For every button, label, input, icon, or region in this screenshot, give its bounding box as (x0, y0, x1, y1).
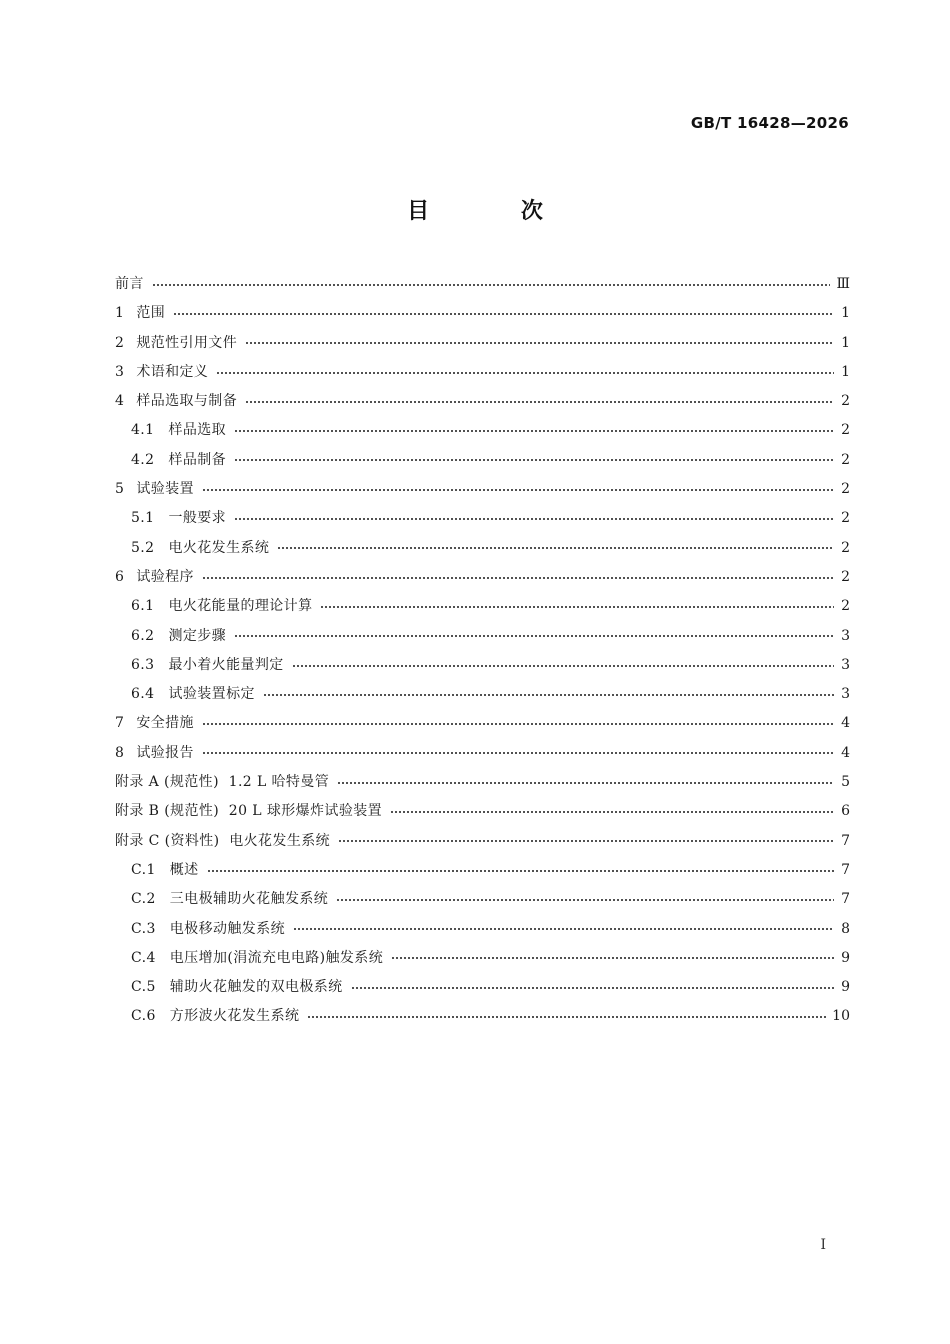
toc-entry-label (131, 856, 199, 885)
toc-leader-dots (390, 807, 834, 817)
toc-entry[interactable] (115, 299, 850, 328)
toc-leader-dots (202, 485, 834, 495)
toc-entry-number: C.6 (131, 1008, 156, 1025)
toc-entry-text: 最小着火能量判定 (168, 656, 284, 673)
toc-entry[interactable] (115, 944, 850, 973)
toc-leader-dots (152, 280, 831, 290)
toc-entry-text: 安全措施 (136, 715, 194, 732)
toc-entry-text: 试验程序 (136, 568, 194, 585)
toc-entry-page: 9 (841, 949, 850, 966)
toc-entry-page: 3 (841, 627, 850, 644)
toc-entry-label (131, 592, 312, 621)
toc-entry-text: 规范性引用文件 (136, 334, 238, 351)
toc-leader-dots (216, 368, 834, 378)
toc-entry-page: 2 (841, 568, 850, 585)
toc-leader-dots (245, 338, 834, 348)
toc-entry[interactable] (115, 387, 850, 416)
toc-entry-page: 3 (841, 686, 850, 703)
toc-entry[interactable] (115, 651, 850, 680)
toc-entry-text: 样品选取与制备 (136, 393, 238, 410)
toc-leader-dots (234, 514, 834, 524)
toc-entry-label (131, 973, 343, 1002)
toc-entry[interactable] (115, 270, 850, 299)
toc-entry-label (131, 416, 226, 445)
toc-entry-number: 5 (115, 481, 125, 498)
toc-entry-number: 6 (115, 568, 125, 585)
toc-entry-page: 1 (841, 334, 850, 351)
toc-leader-dots (293, 924, 834, 934)
toc-entry-number: 4.2 (131, 451, 155, 468)
toc-entry-text: 样品制备 (168, 451, 227, 468)
toc-entry[interactable] (115, 416, 850, 445)
toc-entry-number: 5.1 (131, 510, 155, 527)
toc-entry-label (131, 651, 284, 680)
toc-entry[interactable] (115, 915, 850, 944)
toc-leader-dots (277, 543, 834, 553)
toc-entry[interactable] (115, 563, 850, 592)
toc-entry-page: 7 (841, 891, 850, 908)
toc-entry[interactable] (115, 475, 850, 504)
toc-leader-dots (207, 866, 834, 876)
toc-entry-label (115, 329, 237, 358)
toc-entry-label (115, 563, 194, 592)
toc-entry[interactable] (115, 709, 850, 738)
toc-entry-label (131, 1002, 299, 1031)
toc-entry[interactable] (115, 827, 850, 856)
toc-entry-page: 8 (841, 920, 850, 937)
toc-entry[interactable] (115, 768, 850, 797)
toc-entry[interactable] (115, 592, 850, 621)
toc-entry[interactable] (115, 504, 850, 533)
toc-leader-dots (234, 455, 834, 465)
toc-entry-label (115, 827, 330, 856)
toc-entry-text: 附录 B (规范性) 20 L 球形爆炸试验装置 (115, 803, 383, 820)
toc-entry-number: C.2 (131, 891, 156, 908)
toc-leader-dots (202, 719, 834, 729)
toc-entry-label (115, 797, 382, 826)
toc-entry-page: 2 (841, 481, 850, 498)
toc-entry-label (131, 504, 226, 533)
toc-entry-page: 4 (841, 744, 850, 761)
toc-entry-text: 方形波火花发生系统 (169, 1008, 300, 1025)
toc-entry-page: 9 (841, 979, 850, 996)
toc-entry-label (131, 446, 226, 475)
toc-entry-text: 术语和定义 (136, 363, 209, 380)
toc-entry-text: 电极移动触发系统 (169, 920, 285, 937)
toc-entry-number: C.3 (131, 920, 156, 937)
table-of-contents (115, 270, 850, 1032)
toc-entry-number: 1 (115, 305, 125, 322)
toc-entry-text: 附录 A (规范性) 1.2 L 哈特曼管 (115, 774, 330, 791)
toc-entry-label (115, 387, 237, 416)
toc-leader-dots (336, 895, 834, 905)
toc-entry-page: 2 (841, 510, 850, 527)
toc-entry[interactable] (115, 885, 850, 914)
toc-entry[interactable] (115, 534, 850, 563)
toc-leader-dots (234, 426, 834, 436)
toc-entry-page: 1 (841, 363, 850, 380)
toc-entry-label (115, 299, 165, 328)
toc-entry-page: 2 (841, 598, 850, 615)
toc-entry[interactable] (115, 622, 850, 651)
toc-leader-dots (173, 309, 834, 319)
toc-leader-dots (338, 836, 834, 846)
toc-entry-number: 2 (115, 334, 125, 351)
toc-entry-page: 2 (841, 422, 850, 439)
toc-entry-page: 4 (841, 715, 850, 732)
toc-entry-label (115, 709, 194, 738)
toc-entry-page: 7 (841, 861, 850, 878)
toc-leader-dots (391, 953, 834, 963)
toc-entry-page: 1 (841, 305, 850, 322)
toc-entry-label (131, 534, 269, 563)
toc-entry-text: 前言 (115, 276, 144, 292)
toc-entry-text: 试验装置 (136, 481, 194, 498)
toc-entry[interactable] (115, 739, 850, 768)
toc-entry-page: Ⅲ (836, 276, 850, 292)
toc-entry[interactable] (115, 680, 850, 709)
toc-entry[interactable] (115, 358, 850, 387)
toc-entry[interactable] (115, 973, 850, 1002)
toc-entry-page: 10 (832, 1008, 850, 1025)
toc-entry-number: 8 (115, 744, 125, 761)
toc-entry-number: C.4 (131, 949, 156, 966)
toc-leader-dots (245, 397, 834, 407)
toc-entry-text: 电压增加(涓流充电电路)触发系统 (169, 949, 384, 966)
toc-entry-number: 5.2 (131, 539, 155, 556)
toc-entry-number: 6.4 (131, 686, 155, 703)
toc-entry-label (131, 885, 328, 914)
toc-entry-label (115, 768, 329, 797)
toc-entry-number: 4 (115, 393, 125, 410)
toc-leader-dots (320, 602, 834, 612)
toc-entry-text: 概述 (169, 861, 199, 878)
toc-entry-number: 7 (115, 715, 125, 732)
toc-entry-text: 电火花能量的理论计算 (168, 598, 313, 615)
toc-entry-text: 样品选取 (168, 422, 227, 439)
toc-leader-dots (202, 573, 834, 583)
toc-entry-text: 电火花发生系统 (168, 539, 270, 556)
toc-entry-number: 6.3 (131, 656, 155, 673)
toc-entry-number: C.1 (131, 861, 156, 878)
toc-entry-text: 范围 (136, 305, 166, 322)
toc-entry-label (115, 270, 144, 299)
toc-leader-dots (292, 661, 834, 671)
toc-entry-page: 2 (841, 451, 850, 468)
toc-entry-page: 3 (841, 656, 850, 673)
toc-entry-number: 3 (115, 363, 125, 380)
toc-leader-dots (202, 748, 834, 758)
toc-entry-label (131, 622, 226, 651)
toc-entry-number: C.5 (131, 979, 156, 996)
toc-entry-number: 4.1 (131, 422, 155, 439)
toc-leader-dots (307, 1012, 826, 1022)
toc-entry-page: 5 (841, 774, 850, 791)
toc-entry-label (131, 915, 285, 944)
toc-entry-text: 试验装置标定 (168, 686, 255, 703)
toc-entry-number: 6.2 (131, 627, 155, 644)
toc-leader-dots (234, 631, 834, 641)
toc-entry-text: 辅助火花触发的双电极系统 (169, 979, 343, 996)
toc-entry[interactable] (115, 1002, 850, 1031)
toc-entry-label (115, 739, 194, 768)
toc-entry[interactable] (115, 797, 850, 826)
toc-entry-number: 6.1 (131, 598, 155, 615)
page-title: 目 次 (407, 199, 585, 224)
toc-entry-page: 2 (841, 393, 850, 410)
toc-leader-dots (351, 983, 834, 993)
toc-entry-text: 三电极辅助火花触发系统 (169, 891, 329, 908)
toc-entry-text: 附录 C (资料性) 电火花发生系统 (115, 832, 331, 849)
toc-entry-label (115, 358, 208, 387)
toc-entry-page: 7 (841, 832, 850, 849)
toc-entry[interactable] (115, 446, 850, 475)
toc-entry-label (131, 680, 255, 709)
toc-entry-label (115, 475, 194, 504)
toc-leader-dots (337, 778, 834, 788)
toc-entry[interactable] (115, 856, 850, 885)
toc-entry-text: 一般要求 (168, 510, 227, 527)
toc-entry-page: 6 (841, 803, 850, 820)
standard-number: GB/T 16428—2026 (690, 114, 849, 132)
toc-entry[interactable] (115, 329, 850, 358)
toc-entry-page: 2 (841, 539, 850, 556)
toc-entry-label (131, 944, 383, 973)
toc-leader-dots (263, 690, 834, 700)
toc-entry-text: 试验报告 (136, 744, 194, 761)
toc-entry-text: 测定步骤 (168, 627, 227, 644)
page-number: I (820, 1237, 826, 1253)
